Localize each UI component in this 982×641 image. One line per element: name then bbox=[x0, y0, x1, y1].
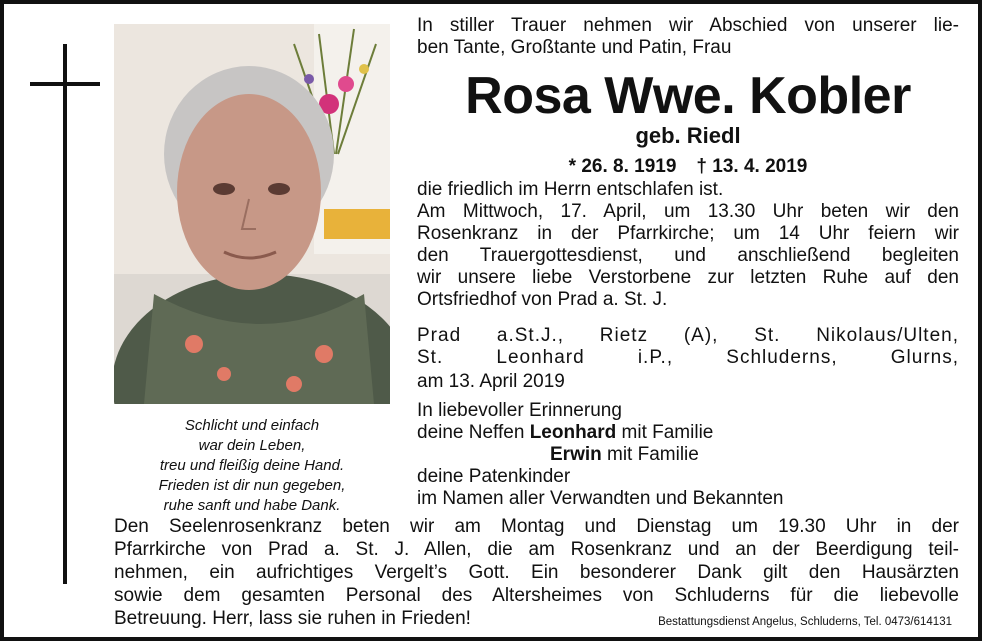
mourners-line bbox=[417, 444, 959, 466]
cross-icon bbox=[63, 44, 67, 584]
poem-line: Schlicht und einfach bbox=[184, 417, 320, 434]
intro-text bbox=[417, 15, 959, 59]
cross-icon-bar bbox=[30, 82, 100, 86]
birth-date: * 26. 8. 1919 bbox=[568, 156, 677, 177]
closing-line: Betreuung. Herr, lass sie ruhen in Frieden! bbox=[114, 608, 471, 629]
mourners-family: mit Familie bbox=[616, 422, 714, 443]
closing-line: sowie dem gesamten Personal des Altersheimes von Schluderns für die liebevolle bbox=[114, 585, 959, 606]
mourners-family: mit Familie bbox=[601, 444, 699, 465]
poem-line: Frieden ist dir nun gegeben, bbox=[158, 477, 346, 494]
body-line: Rosenkranz in der Pfarrkirche; um 14 Uhr feiern wir bbox=[417, 223, 959, 244]
life-dates bbox=[417, 155, 959, 179]
closing-line: Den Seelenrosenkranz beten wir am Montag und Dienstag um 19.30 Uhr in der bbox=[114, 516, 959, 537]
poem bbox=[114, 416, 390, 516]
body-line: den Trauergottesdienst, und anschließend begleiten bbox=[417, 245, 959, 266]
places-line: St. Leonhard i.P., Schluderns, Glurns, bbox=[417, 347, 959, 368]
mourners-line: deine Patenkinder bbox=[417, 466, 571, 487]
body-line: Am Mittwoch, 17. April, um 13.30 Uhr beten wir den bbox=[417, 201, 959, 222]
deceased-name: Rosa Wwe. Kobler bbox=[465, 67, 911, 125]
mourners-line bbox=[417, 422, 959, 444]
poem-line: treu und fleißig deine Hand. bbox=[159, 457, 345, 474]
intro-line: In stiller Trauer nehmen wir Abschied von unserer lie- bbox=[417, 15, 959, 36]
intro-line: ben Tante, Großtante und Patin, Frau bbox=[417, 37, 732, 58]
date-line bbox=[417, 371, 959, 393]
maiden-name: geb. Riedl bbox=[635, 123, 741, 148]
date-line-text: am 13. April 2019 bbox=[417, 371, 565, 392]
portrait-photo bbox=[114, 24, 390, 404]
body-line: wir unsere liebe Verstorbene zur letzten Ruhe auf den bbox=[417, 267, 959, 288]
mourners-line: In liebevoller Erinnerung bbox=[417, 400, 622, 421]
places-line: Prad a.St.J., Rietz (A), St. Nikolaus/Ulten, bbox=[417, 325, 959, 346]
closing-line: Pfarrkirche von Prad a. St. J. Allen, die am Rosenkranz und an der Beerdigung teil- bbox=[114, 539, 959, 560]
closing-line: nehmen, ein aufrichtiges Vergelt’s Gott. Ein besonderer Dank gilt den Hausärzten bbox=[114, 562, 959, 583]
mourners bbox=[417, 400, 959, 510]
death-date: † 13. 4. 2019 bbox=[696, 156, 808, 177]
mourners-prefix: deine Neffen bbox=[417, 422, 530, 443]
mourner-name: Leonhard bbox=[529, 422, 617, 443]
body-line: Ortsfriedhof von Prad a. St. J. bbox=[417, 289, 668, 310]
announcement-text bbox=[417, 179, 959, 311]
mourners-line: im Namen aller Verwandten und Bekannten bbox=[417, 488, 784, 509]
body-line: die friedlich im Herrn entschlafen ist. bbox=[417, 179, 724, 200]
poem-line: war dein Leben, bbox=[198, 437, 306, 454]
places bbox=[417, 325, 959, 369]
closing-text bbox=[114, 515, 959, 630]
funeral-home-credit: Bestattungsdienst Angelus, Schluderns, Tel. 0473/614131 bbox=[658, 616, 952, 628]
poem-line: ruhe sanft und habe Dank. bbox=[163, 497, 341, 514]
mourner-name: Erwin bbox=[550, 444, 602, 465]
